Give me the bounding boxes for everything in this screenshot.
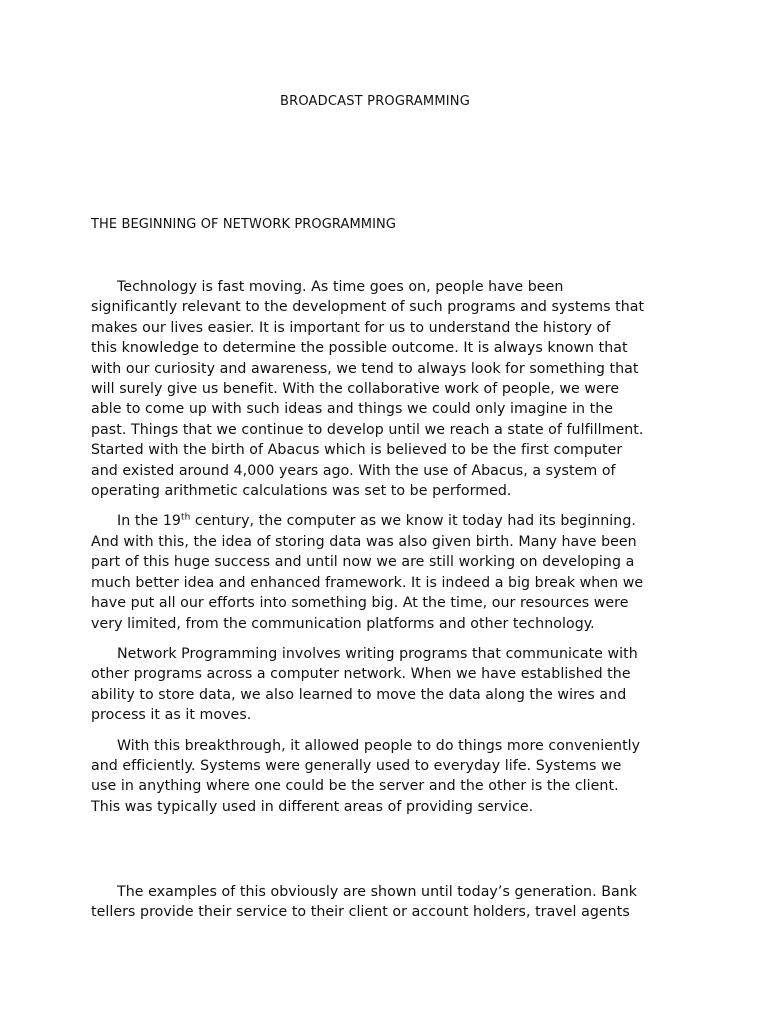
text-line: Technology is fast moving. As time goes on, people have been [117,279,564,295]
text-line [91,511,691,531]
text-line: Network Programming involves writing programs that communicate with [117,645,638,662]
text-line: much better idea and enhanced framework. It is indeed a big break when we [91,574,644,591]
text-line: past. Things that we continue to develop until we reach a state of fulfillment. [91,421,644,438]
text-line: process it as it moves. [91,707,252,724]
paragraph [91,511,691,633]
text-line: this knowledge to determine the possible outcome. It is always known that [91,340,628,357]
text-line: and efficiently. Systems were generally used to everyday life. Systems we [91,757,622,774]
paragraph [91,277,691,501]
text-line: significantly relevant to the development of such programs and systems that [91,299,645,316]
superscript: th [180,512,191,523]
paragraph [91,644,691,726]
text-fragment: century, the computer as we know it today had its beginning. [190,513,636,530]
text-line: with our curiosity and awareness, we tend to always look for something that [91,360,639,377]
text-line: able to come up with such ideas and things we could only imagine in the [91,401,614,418]
text-line: other programs across a computer network. When we have established the [91,666,631,683]
text-line: Started with the birth of Abacus which is believed to be the first computer [91,442,623,459]
text-line: very limited, from the communication platforms and other technology. [91,615,595,632]
text-line: use in anything where one could be the server and the other is the client. [91,778,619,795]
document-title: BROADCAST PROGRAMMING [280,94,470,109]
paragraph [91,736,691,818]
paragraph [91,882,691,923]
section-heading: THE BEGINNING OF NETWORK PROGRAMMING [91,217,397,232]
body-text-block [91,277,691,827]
text-fragment: In the 19 [117,513,181,530]
text-line: will surely give us benefit. With the collaborative work of people, we were [91,381,620,398]
body-text-block [91,882,691,933]
text-line: The examples of this obviously are shown until today’s generation. Bank [117,884,638,900]
text-line: This was typically used in different areas of providing service. [91,798,534,815]
text-line: have put all our efforts into something big. At the time, our resources were [91,595,629,612]
text-line: tellers provide their service to their client or account holders, travel agents [91,904,630,921]
text-line: operating arithmetic calculations was set to be performed. [91,483,512,500]
text-line: part of this huge success and until now we are still working on developing a [91,554,635,571]
text-line: With this breakthrough, it allowed people to do things more conveniently [117,737,641,754]
text-line: makes our lives easier. It is important for us to understand the history of [91,319,611,336]
text-line: And with this, the idea of storing data was also given birth. Many have been [91,533,637,550]
text-line: and existed around 4,000 years ago. With the use of Abacus, a system of [91,462,616,479]
text-line: ability to store data, we also learned to move the data along the wires and [91,686,627,703]
